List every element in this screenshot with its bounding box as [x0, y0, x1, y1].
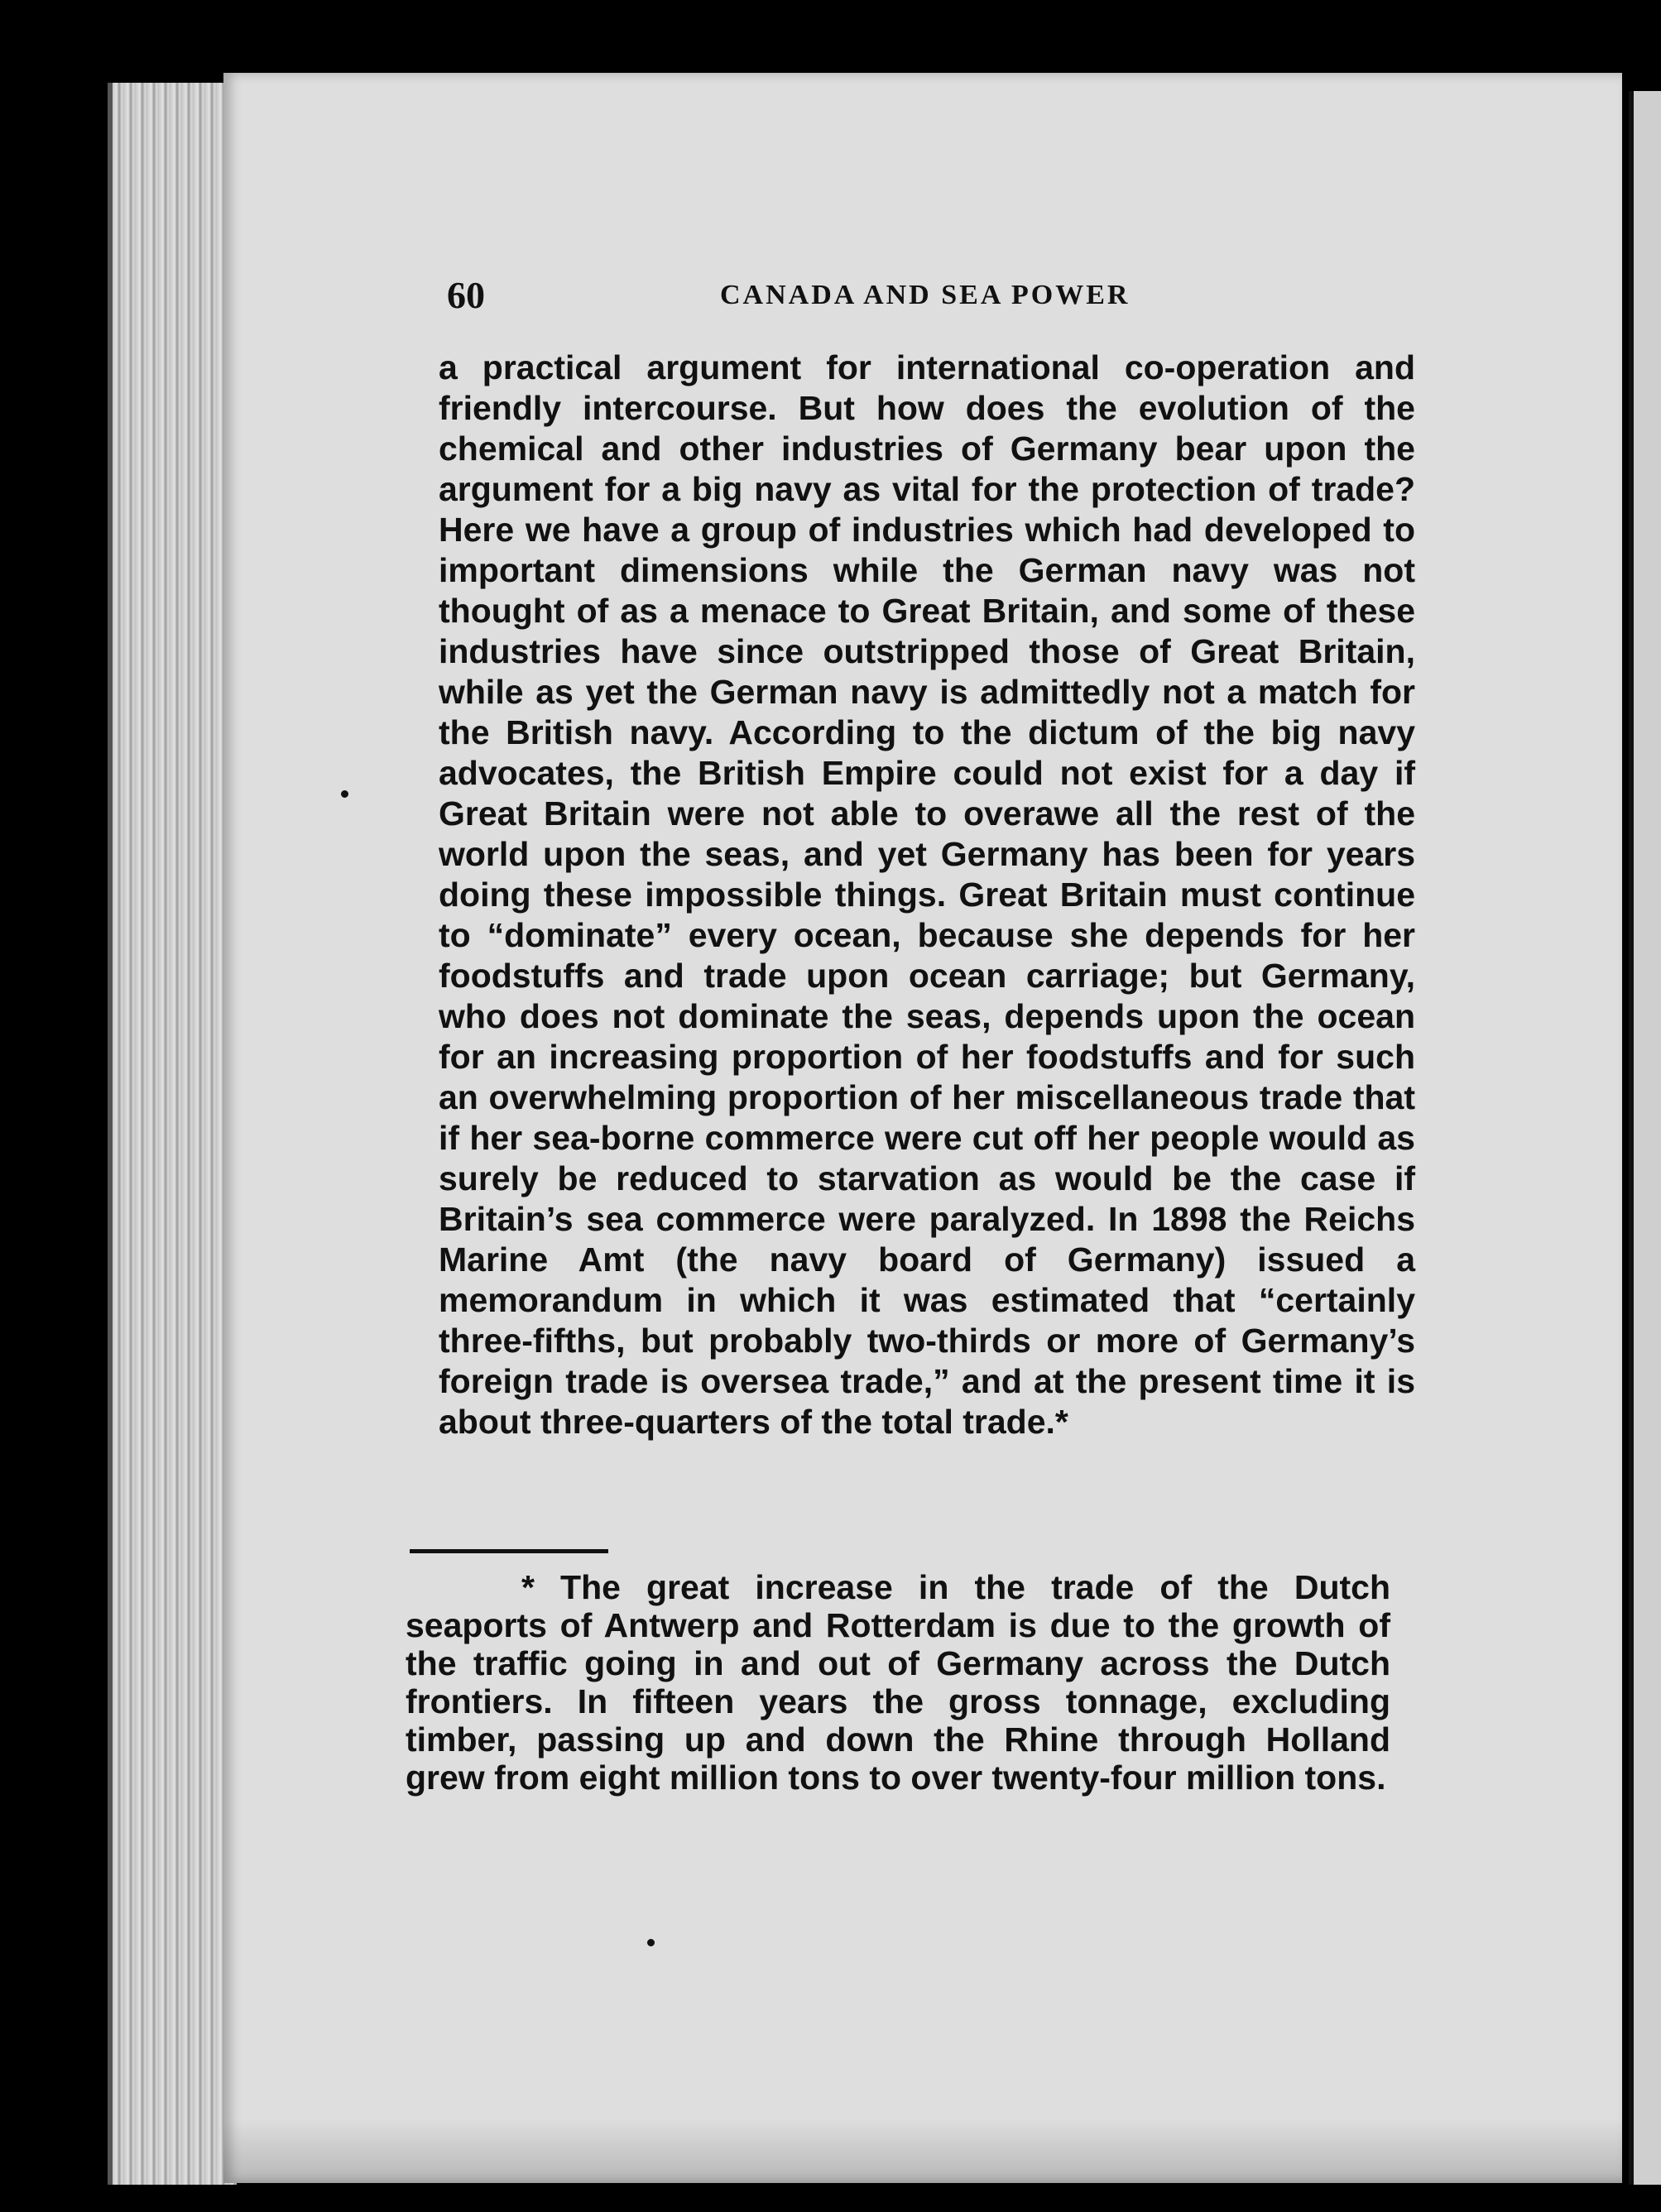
page-number: 60 — [447, 274, 485, 316]
page-header — [447, 273, 1399, 331]
running-title: CANADA AND SEA POWER — [720, 280, 1131, 310]
ink-speck — [647, 1939, 655, 1946]
body-paragraph: a practical argument for international co-operation and friendly intercourse. But how does the evolution of the chemical and other industries of Germany bear upon the argument for a big navy as vital for the protection of trade? Here we have a group of industries which had developed to important dimensions while the German navy was not thought of as a menace to Great Britain, and some of these industries have since outstripped those of Great Britain, while as yet the German navy is admittedly not a match for the British navy. According to the dictum of the big navy advocates, the British Empire could not exist for a day if Great Britain were not able to overawe all the rest of the world upon the seas, and yet Germany has been for years doing these impossible things. Great Britain must continue to “dominate” every ocean, because she depends for her foodstuffs and trade upon ocean carriage; but Germany, who does not dominate the seas, depends upon the ocean for an increasing proportion of her foodstuffs and for such an overwhelming proportion of her miscellaneous trade that if her sea-borne commerce were cut off her people would as surely be reduced to starvation as would be the case if Britain’s sea commerce were paralyzed. In 1898 the Reichs Marine Amt (the navy board of Germany) issued a memorandum in which it was estimated that “certainly three-fifths, but probably two-thirds or more of Germany’s foreign trade is oversea trade,” and at the present time it is about three-quarters of the total trade.* — [439, 348, 1415, 1441]
page-bottom-shadow — [223, 2118, 1622, 2183]
facing-page-edge — [1629, 91, 1661, 2185]
footnote: * The great increase in the trade of the Dutch seaports of Antwerp and Rotterdam is due to the growth of the traffic going in and out of Germany across the Dutch frontiers. In fifteen years the gross tonnage, excluding timber, passing up and down the Rhine through Holland grew from eight million tons to over twenty-four million tons. — [406, 1568, 1390, 1797]
book-page-edges — [108, 83, 237, 2185]
footnote-rule — [410, 1549, 608, 1553]
ink-speck — [341, 790, 348, 798]
